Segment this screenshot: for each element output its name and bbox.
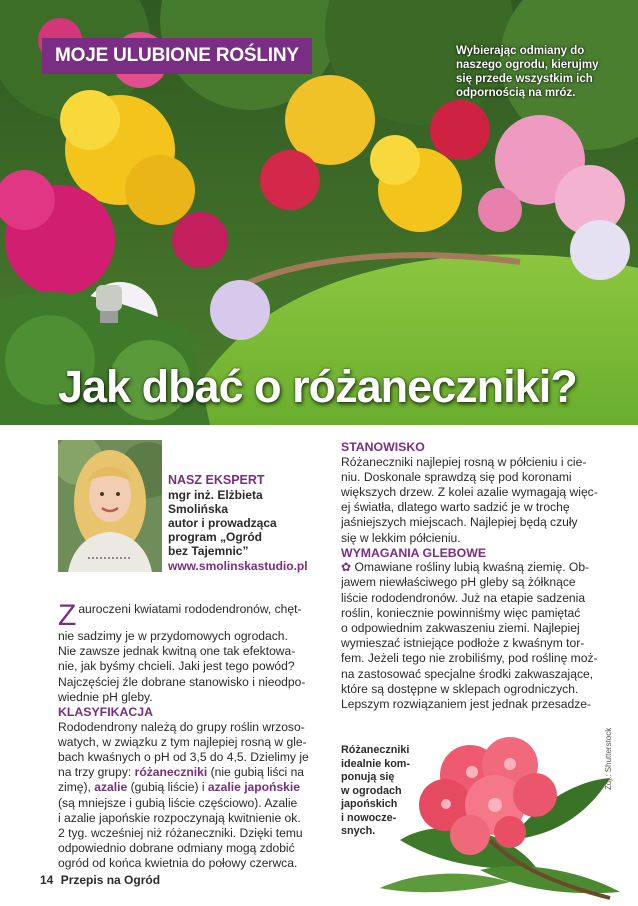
- flower-bullet-icon: ✿: [341, 560, 352, 575]
- heading-stanowisko: STANOWISKO: [341, 440, 425, 454]
- text-line: ej światła, dlatego warto sadzić je w trochę: [341, 500, 570, 515]
- expert-info: [168, 473, 323, 573]
- text-line: liście rododendronów. Już na etapie sadzenia: [341, 590, 586, 605]
- caption-line: ponują się: [341, 771, 395, 783]
- text-line: wiednie pH gleby.: [58, 689, 153, 704]
- hero-caption-line: się przede wszystkim ich: [456, 73, 593, 85]
- text-line: 2 tyg. wcześniej niż różaneczniki. Dzięki temu: [58, 825, 303, 840]
- caption-line: Różaneczniki: [341, 744, 410, 756]
- text-line: jawem niewłaściwego pH gleby są żółknące: [341, 575, 576, 590]
- group-azalie: azalie: [94, 780, 128, 795]
- hero-caption-line: Wybierając odmiany do: [456, 45, 585, 57]
- text-line: bach kwaśnych o pH od 3,5 do 4,5. Dzielimy je: [58, 749, 309, 764]
- text-line: i azalie japońskie rozpoczynają kwitnienie ok.: [58, 810, 301, 825]
- expert-role-line: program „Ogród: [168, 530, 263, 544]
- caption-line: japońskich: [341, 798, 398, 810]
- text-line: o odpowiednim zakwaszeniu ziemi. Najlepiej: [341, 621, 580, 636]
- hero-caption: [456, 44, 626, 100]
- expert-photo: [58, 440, 162, 572]
- expert-heading: NASZ EKSPERT: [168, 473, 265, 487]
- text-line: [58, 765, 323, 780]
- flower-caption: [341, 744, 421, 839]
- text-fragment: zimę),: [58, 780, 95, 795]
- page-title: Jak dbać o różaneczniki?: [58, 361, 577, 412]
- caption-line: w ogrodach: [341, 784, 402, 797]
- section-banner: MOJE ULUBIONE ROŚLINY: [42, 38, 312, 74]
- text-line: nie sadzimy je w przydomowych ogrodach.: [58, 629, 288, 643]
- text-line: Najczęściej źle dobrane stanowisko i nieodpo-: [58, 674, 306, 689]
- text-line: odpowiednio dobrane odmiany mogą zdobić: [58, 841, 295, 856]
- hero-photo: [0, 0, 638, 425]
- article-column-right: [341, 440, 612, 712]
- text-line: które są dostępne w sklepach ogrodniczych.: [341, 681, 579, 696]
- text-line: Nie zawsze jednak kwitną one tak efektowa-: [58, 644, 296, 659]
- page-number: 14: [40, 873, 54, 887]
- expert-website-link[interactable]: www.smolinskastudio.pl: [168, 559, 308, 573]
- hero-caption-line: naszego ogrodu, kierujmy: [456, 59, 599, 71]
- expert-name-line: mgr inż. Elżbieta: [168, 488, 263, 502]
- text-line: auroczeni kwiatami rododendronów, chęt-: [78, 602, 302, 616]
- caption-line: snych.: [341, 825, 376, 837]
- text-line: [58, 780, 323, 795]
- text-line: niu. Doskonale sprawdzą się pod koronami: [341, 469, 572, 484]
- text-line: Lepszym rozwiązaniem jest jednak przesadze-: [341, 697, 592, 712]
- text-line: (są mniejsze i gubią liście częściowo). Azalie: [58, 795, 298, 810]
- caption-line: idealnie kom-: [341, 757, 410, 770]
- text-fragment: (nie gubią liści na: [207, 765, 305, 780]
- magazine-name: Przepis na Ogród: [60, 873, 161, 887]
- text-line: watych, w związku z tym najlepiej rosną w gle-: [58, 734, 307, 749]
- expert-role-line: bez Tajemnic”: [168, 544, 249, 558]
- article-column-left: [58, 599, 323, 872]
- expert-portrait-illustration: [58, 440, 162, 572]
- text-line: się w lekkim półcieniu.: [341, 530, 461, 545]
- text-line: na zastosować specjalne środki zakwaszające,: [341, 666, 594, 681]
- text-line: [341, 560, 612, 575]
- text-line: jaśniejszych miejscach. Najlepiej będą czuły: [341, 515, 578, 530]
- intro-paragraph: [58, 599, 323, 705]
- hero-caption-line: odpornością na mróz.: [456, 87, 576, 99]
- text-line: fem. Jeżeli tego nie zrobiliśmy, pod roślinę moż-: [341, 651, 598, 666]
- text-fragment: (gubią liście) i: [127, 780, 208, 795]
- expert-name-line: Smolińska: [168, 502, 229, 516]
- expert-name: [168, 488, 323, 516]
- expert-role: [168, 516, 323, 558]
- text-line: Rododendrony należą do grupy roślin wrzoso-: [58, 719, 305, 734]
- expert-role-line: autor i prowadząca: [168, 516, 277, 530]
- text-line: roślin, koniecznie powinniśmy więc pamiętać: [341, 605, 581, 620]
- text-line: ogród od końca kwietnia do połowy czerwca.: [58, 856, 298, 871]
- text-line: większych drzew. Z kolei azalie wymagają więc-: [341, 484, 598, 499]
- text-fragment: na trzy grupy:: [58, 765, 135, 780]
- text-fragment: Omawiane rośliny lubią kwaśną ziemię. Ob-: [351, 560, 590, 575]
- drop-cap: Z: [58, 599, 77, 632]
- photo-credit: Zdj.: Shutterstock: [604, 727, 613, 790]
- text-line: Różaneczniki najlepiej rosną w półcieniu i cie-: [341, 454, 587, 469]
- text-line: nie, jak byśmy chcieli. Jaki jest tego powód?: [58, 659, 295, 674]
- group-rozaneczniki: różaneczniki: [134, 765, 208, 780]
- group-azalie-japonskie: azalie japońskie: [207, 780, 300, 795]
- caption-line: i nowocze-: [341, 811, 397, 824]
- page-footer: [40, 873, 160, 887]
- text-line: wymieszać istniejące podłoże z kwaśnym tor-: [341, 636, 585, 651]
- heading-klasyfikacja: KLASYFIKACJA: [58, 705, 153, 720]
- heading-wymagania-glebowe: WYMAGANIA GLEBOWE: [341, 545, 487, 560]
